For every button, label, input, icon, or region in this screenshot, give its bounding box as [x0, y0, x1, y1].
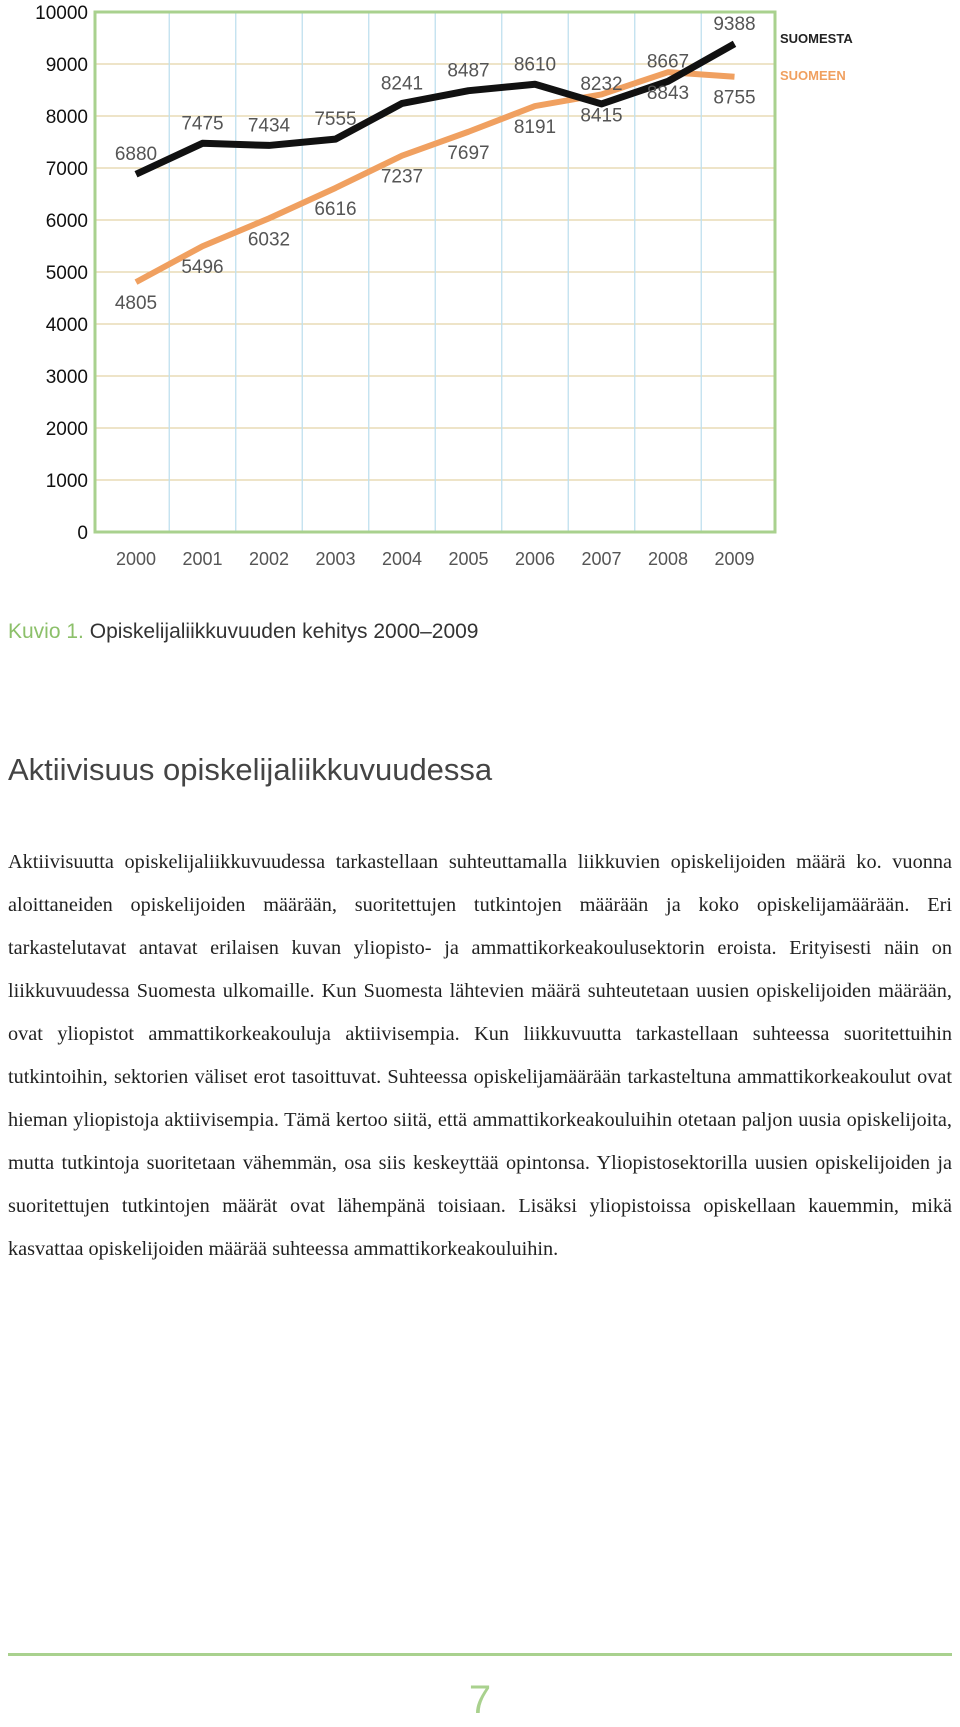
data-label-suomeen: 4805 — [114, 293, 158, 315]
data-label-suomesta: 8667 — [646, 51, 690, 73]
data-label-suomeen: 7697 — [447, 142, 490, 164]
data-label-suomesta: 7555 — [314, 109, 357, 131]
data-label-suomeen: 6032 — [247, 229, 291, 251]
page-number: 7 — [468, 1678, 492, 1722]
legend-entry: SUOMESTA — [780, 31, 853, 46]
data-label-suomeen: 8843 — [646, 83, 690, 105]
data-label-suomesta: 8232 — [580, 73, 623, 95]
line-chart — [0, 0, 960, 600]
body-paragraph: Aktiivisuutta opiskelijaliikkuvuudessa tarkastellaan suhteuttamalla liikkuvien opiskelijoiden määrä ko. vuonna aloittaneiden opiskelijoiden määrään, suoritettujen tutkintojen määrään ja koko opiskelijamäärään. Eri tarkastelutavat antavat erilaisen kuvan yliopisto- ja ammattikorkeakoulusektorin eroista. Erityisesti näin on liikkuvuudessa Suomesta ulkomaille. Kun Suomesta lähtevien määrä suhteutetaan uusien opiskelijoiden määrään, ovat yliopistot ammattikorkeakouluja aktiivisempia. Kun liikkuvuutta tarkastellaan suhteessa suoritettuihin tutkintoihin, sektorien väliset erot tasoittuvat. Suhteessa opiskelijamäärään tarkasteltuna ammattikorkeakoulut ovat hieman yliopistoja aktiivisempia. Tämä kertoo siitä, että ammattikorkeakouluihin otetaan paljon uusia opiskelijoita, mutta tutkintoja suoritetaan vähemmän, osa siis keskeyttää opintonsa. Yliopistosektorilla uusien opiskelijoiden ja suoritettujen tutkintojen määrät ovat lähempänä toisiaan. Lisäksi yliopistoissa opiskellaan kauemmin, mikä kasvattaa opiskelijoiden määrää suhteessa ammattikorkeakouluihin. — [8, 851, 952, 1260]
data-label-suomeen: 8415 — [580, 105, 623, 127]
y-tick-label: 9000 — [45, 55, 88, 76]
y-tick-label: 3000 — [45, 367, 88, 388]
data-label-suomeen: 7237 — [380, 166, 424, 188]
x-tick-label: 2003 — [315, 549, 356, 569]
y-tick-label: 10000 — [35, 3, 88, 24]
data-label-suomesta: 8241 — [380, 73, 424, 95]
y-tick-label: 2000 — [45, 419, 88, 440]
data-label-suomesta: 7475 — [181, 113, 224, 135]
x-tick-label: 2006 — [514, 549, 556, 569]
x-tick-label: 2001 — [182, 549, 223, 569]
data-label-suomeen: 8755 — [713, 87, 756, 109]
figure-caption-text: Opiskelijaliikkuvuuden kehitys 2000–2009 — [89, 620, 479, 643]
y-tick-label: 4000 — [45, 315, 88, 336]
data-label-suomesta: 7434 — [247, 115, 291, 137]
data-label-suomeen: 6616 — [314, 198, 357, 220]
data-label-suomesta: 8487 — [447, 60, 490, 82]
x-tick-label: 2004 — [381, 549, 423, 569]
data-label-suomeen: 8191 — [513, 117, 557, 139]
data-label-suomesta: 8610 — [513, 54, 557, 76]
data-label-suomesta: 9388 — [713, 13, 756, 35]
y-tick-label: 1000 — [45, 471, 88, 492]
data-label-suomesta: 6880 — [114, 144, 158, 166]
y-tick-label: 7000 — [45, 159, 88, 180]
y-tick-label: 0 — [77, 523, 88, 544]
legend-entry: SUOMEEN — [780, 68, 846, 83]
x-tick-label: 2008 — [647, 549, 689, 569]
footer-rule — [8, 1653, 952, 1656]
x-tick-label: 2002 — [248, 549, 290, 569]
data-label-suomeen: 5496 — [181, 257, 224, 279]
y-tick-label: 5000 — [45, 263, 88, 284]
x-tick-label: 2007 — [581, 549, 622, 569]
y-tick-label: 6000 — [45, 211, 88, 232]
x-tick-label: 2005 — [448, 549, 489, 569]
section-heading: Aktiivisuus opiskelijaliikkuvuudessa — [8, 752, 493, 787]
figure-label: Kuvio 1. — [8, 620, 84, 643]
y-tick-label: 8000 — [45, 107, 88, 128]
x-tick-label: 2009 — [714, 549, 755, 569]
figure-caption — [8, 620, 478, 644]
x-tick-label: 2000 — [115, 549, 157, 569]
